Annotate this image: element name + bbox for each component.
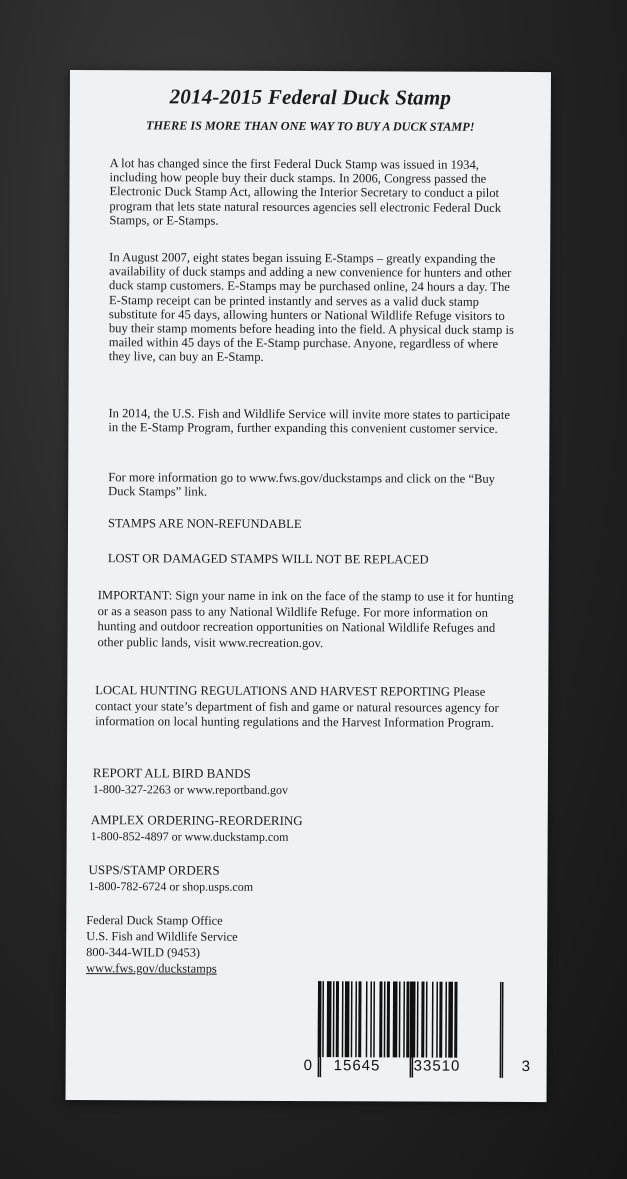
barcode-bar [436,982,438,1058]
barcode-bar [403,981,405,1057]
office-address [86,912,516,978]
barcode-bar [336,981,339,1057]
barcode-lead-digit: 0 [303,1057,313,1075]
paragraph-history: A lot has changed since the first Federal Duck Stamp was issued in 1934, including how people buy their duck stamps. In 2006, Congress passed the Electronic Duck Stamp Act, allowing the Interior Secretary to conduct a pilot program that lets state natural resources agencies sell electronic Federal Duck Stamps, or E-Stamps. [109,156,502,228]
barcode-bar [384,981,386,1057]
contact-detail: 1-800-852-4897 or www.duckstamp.com [90,829,289,844]
duck-stamp-card [66,70,551,1102]
barcode-bar [439,982,442,1058]
barcode-bar [366,981,368,1057]
barcode-guard-bar [502,982,504,1078]
barcode-bar [426,982,428,1058]
barcode-right-digits: 33510 [413,1057,461,1075]
barcode-check-digit: 3 [521,1057,531,1076]
notice-non-refundable: STAMPS ARE NON-REFUNDABLE [107,516,302,532]
contact-heading: REPORT ALL BIRD BANDS [92,765,251,781]
barcode-bar [333,981,335,1057]
barcode-bar [387,981,390,1057]
barcode-bar [432,982,434,1058]
barcode-bar [373,981,375,1057]
barcode-bar [345,981,350,1057]
paragraph-more-info: For more information go to www.fws.gov/duckstamps and click on the “Buy Duck Stamps” link. [108,470,495,499]
card-title: 2014-2015 Federal Duck Stamp [169,84,452,110]
upc-barcode [304,981,534,1094]
contact-amplex [91,812,521,846]
paragraph-important: IMPORTANT: Sign your name in ink on the face of the stamp to use it for hunting or as a season pass to any National Wildlife Refuge. For more information on hunting and outdoor recreation opportunities on National Wildlife Refuges and other public lands, visit www.recreation.gov. [97,588,514,650]
contact-heading: AMPLEX ORDERING-REORDERING [90,812,303,829]
contact-bird-bands [93,765,523,799]
contact-detail: 1-800-327-2263 or www.reportband.gov [92,782,289,797]
office-agency: U.S. Fish and Wildlife Service [86,929,238,944]
barcode-bar [393,981,398,1057]
paragraph-estamps: In August 2007, eight states began issuing E-Stamps – greatly expanding the availability of duck stamps and adding a new convenience for hunters and other duck stamp customers. E-Stamps may be purchased online, 24 hours a day. The E-Stamp receipt can be printed instantly and serves as a valid duck stamp substitute for 45 days, allowing hunters or National Wildlife Refuge visitors to buy their stamp moments before heading into the field. A physical duck stamp is mailed within 45 days of the E-Stamp purchase. Anyone, regardless of where they live, can buy an E-Stamp. [108,250,514,365]
barcode-bar [445,982,447,1058]
barcode-bar [370,981,372,1057]
barcode-bar [351,981,353,1057]
card-subtitle: THERE IS MORE THAN ONE WAY TO BUY A DUCK STAMP! [145,118,475,134]
barcode-bar [417,982,419,1058]
barcode-bar [327,981,332,1057]
barcode-bar [406,981,409,1057]
barcode-guard-bar [318,981,320,1077]
barcode-bar [342,981,344,1057]
paragraph-regulations: LOCAL HUNTING REGULATIONS AND HARVEST REPORTING Please contact your state’s department of fish and game or natural resources agency for information on local hunting regulations and the Harvest Information Program. [95,683,499,730]
barcode-bar [358,981,361,1057]
barcode-bar [379,981,382,1057]
barcode-bar [454,982,457,1058]
contact-heading: USPS/STAMP ORDERS [88,862,220,878]
contact-detail: 1-800-782-6724 or shop.usps.com [88,879,254,894]
barcode-bar [322,981,324,1057]
barcode-bar [448,982,453,1058]
office-link[interactable]: www.fws.gov/duckstamps [86,961,217,976]
barcode-bar [355,981,357,1057]
barcode-bar [421,982,424,1058]
barcode-guard-bar [410,981,412,1077]
barcode-left-digits: 15645 [333,1057,381,1075]
office-name: Federal Duck Stamp Office [86,913,223,928]
barcode-guard-bar [500,982,502,1078]
paragraph-2014: In 2014, the U.S. Fish and Wildlife Service will invite more states to participate in the E-Stamp Program, further expanding this convenient customer service. [108,406,511,437]
barcode-bar [399,981,401,1057]
office-phone: 800-344-WILD (9453) [86,945,201,960]
notice-not-replaced: LOST OR DAMAGED STAMPS WILL NOT BE REPLACED [107,551,429,567]
contact-usps [88,862,518,896]
